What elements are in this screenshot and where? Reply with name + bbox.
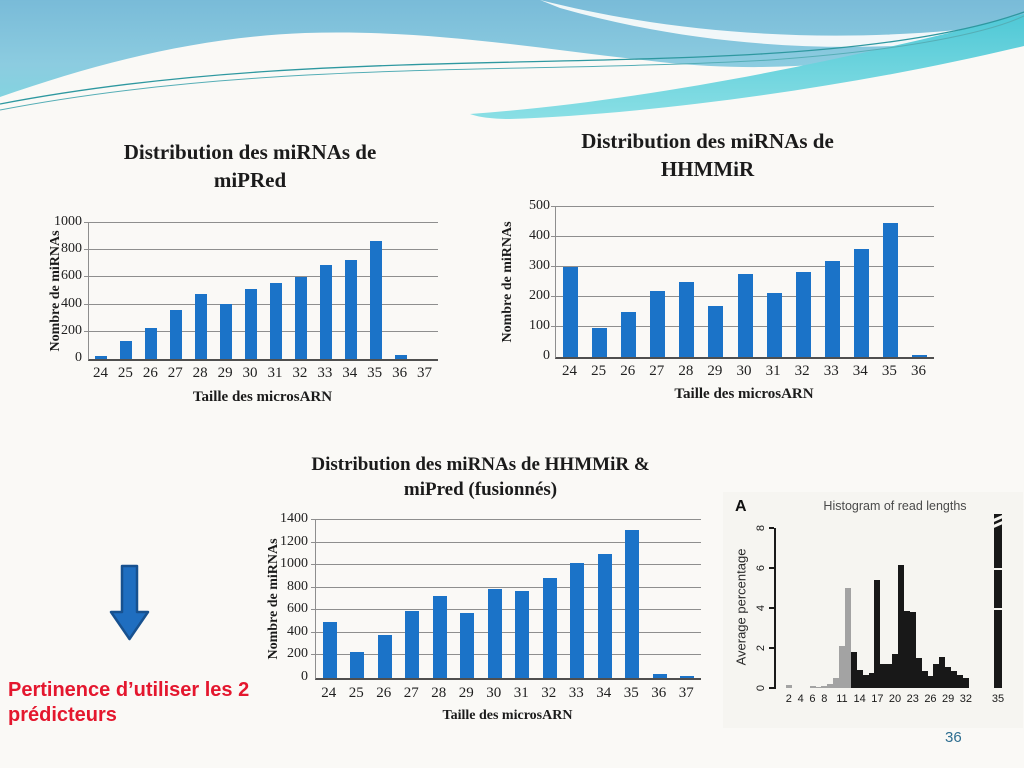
x-tick-label: 30 xyxy=(486,685,502,701)
y-tick-label: 600 xyxy=(61,268,82,284)
y-tick-label: 400 xyxy=(529,228,550,243)
chart-title-line: Distribution des miRNAs de HHMMiR & xyxy=(311,454,650,475)
y-axis-title: Nombre de miRNAs xyxy=(500,221,515,343)
y-axis-title: Average percentage xyxy=(733,548,749,666)
x-tick-label: 2 xyxy=(785,693,792,705)
y-tick-mark xyxy=(769,687,774,689)
bar-gridline-notch xyxy=(994,608,1002,610)
x-tick-label: 29 xyxy=(458,685,474,701)
x-tick-label: 33 xyxy=(823,363,839,379)
y-tick-mark xyxy=(769,647,774,649)
x-tick-label: 33 xyxy=(568,685,584,701)
bar-gridline-notch xyxy=(994,568,1002,570)
y-tick-label: 8 xyxy=(755,524,767,532)
y-axis-tick-labels xyxy=(40,214,82,365)
x-tick-label: 25 xyxy=(591,363,607,379)
bar xyxy=(220,304,232,359)
gridline xyxy=(84,331,438,332)
bar xyxy=(395,355,407,359)
y-tick-label: 1000 xyxy=(54,214,82,229)
y-tick-mark xyxy=(769,527,774,529)
y-tick-label: 600 xyxy=(287,601,308,617)
gridline xyxy=(551,206,934,207)
x-tick-label: 26 xyxy=(620,363,636,379)
x-tick-label: 28 xyxy=(431,685,447,701)
x-tick-label: 17 xyxy=(871,693,884,705)
x-tick-label: 24 xyxy=(92,365,108,381)
bar xyxy=(145,328,157,359)
chart-mipred xyxy=(40,135,460,413)
bar xyxy=(245,289,257,359)
gridline xyxy=(551,236,934,237)
y-tick-label: 1000 xyxy=(280,556,308,572)
bar xyxy=(270,283,282,359)
x-tick-label: 30 xyxy=(242,365,258,381)
chart-title xyxy=(258,452,703,502)
y-tick-label: 400 xyxy=(287,623,308,639)
bar xyxy=(95,356,107,359)
gridline xyxy=(84,276,438,277)
down-arrow-icon xyxy=(105,560,155,645)
bar xyxy=(323,622,337,678)
x-tick-label: 36 xyxy=(651,685,667,701)
x-tick-label: 11 xyxy=(836,693,848,705)
x-tick-label: 4 xyxy=(797,693,804,705)
chart-title-line: Distribution des miRNAs de xyxy=(123,140,377,164)
bar xyxy=(650,291,665,357)
bar xyxy=(625,530,639,678)
chart-title xyxy=(40,138,460,194)
x-tick-label: 35 xyxy=(991,693,1005,705)
y-tick-label: 6 xyxy=(755,564,767,572)
bar xyxy=(195,294,207,359)
x-tick-label: 33 xyxy=(317,365,333,381)
x-axis-title: Taille des microsARN xyxy=(192,389,333,405)
plot-area xyxy=(555,207,934,359)
gridline xyxy=(551,266,934,267)
gridline xyxy=(311,519,701,520)
bar xyxy=(345,260,357,359)
histogram-outlier-bar xyxy=(994,514,1002,688)
plot-area xyxy=(88,223,438,361)
bar xyxy=(563,267,578,357)
bar xyxy=(405,611,419,678)
conclusion-text xyxy=(8,678,288,728)
x-tick-label: 35 xyxy=(881,363,897,379)
bar xyxy=(488,589,502,678)
x-tick-label: 37 xyxy=(678,685,694,701)
conclusion-line: Pertinence d’utiliser les 2 xyxy=(8,679,250,701)
x-tick-label: 6 xyxy=(809,693,816,705)
conclusion-line: prédicteurs xyxy=(8,704,117,726)
x-tick-label: 24 xyxy=(321,685,337,701)
y-tick-label: 200 xyxy=(287,646,308,662)
y-tick-label: 1400 xyxy=(280,511,308,526)
x-tick-label: 29 xyxy=(217,365,233,381)
bar xyxy=(912,355,927,357)
figure-title: Histogram of read lengths xyxy=(823,499,967,513)
bar xyxy=(370,241,382,359)
page-number: 36 xyxy=(945,729,962,746)
y-axis-title: Nombre de miRNAs xyxy=(48,230,63,352)
bar xyxy=(460,613,474,678)
x-tick-label: 26 xyxy=(924,693,937,705)
y-tick-label: 400 xyxy=(61,295,82,311)
chart-hhmmir xyxy=(480,125,935,410)
bar xyxy=(708,306,723,357)
bar xyxy=(570,563,584,678)
bar xyxy=(680,676,694,678)
y-axis-line xyxy=(774,528,776,689)
x-tick-label: 37 xyxy=(417,365,433,381)
x-tick-label: 34 xyxy=(342,365,358,381)
bar xyxy=(350,652,364,678)
gridline xyxy=(311,654,701,655)
y-tick-mark xyxy=(769,567,774,569)
read-lengths-figure xyxy=(723,492,1023,728)
bar xyxy=(854,249,869,357)
histogram-bar xyxy=(786,685,792,688)
x-tick-label: 27 xyxy=(403,685,419,701)
x-tick-label: 30 xyxy=(736,363,752,379)
x-tick-label: 32 xyxy=(292,365,308,381)
chart-title-line: miPRed xyxy=(213,168,287,192)
bar xyxy=(621,312,636,357)
gridline xyxy=(311,632,701,633)
bar xyxy=(543,578,557,678)
y-tick-label: 500 xyxy=(529,198,550,213)
y-tick-label: 200 xyxy=(61,322,82,338)
gridline xyxy=(311,609,701,610)
x-tick-label: 31 xyxy=(513,685,529,701)
x-tick-label: 28 xyxy=(192,365,208,381)
y-tick-label: 0 xyxy=(301,669,308,684)
x-tick-label: 36 xyxy=(910,363,926,379)
x-tick-label: 35 xyxy=(623,685,639,701)
y-tick-label: 4 xyxy=(755,604,767,612)
plot-area xyxy=(315,520,701,680)
down-arrow-shape xyxy=(111,566,148,639)
y-axis-title: Nombre de miRNAs xyxy=(266,538,281,660)
chart-title-line: miPred (fusionnés) xyxy=(403,479,558,500)
gridline xyxy=(84,304,438,305)
chart-title xyxy=(480,127,935,183)
bar xyxy=(433,596,447,678)
y-tick-label: 1200 xyxy=(280,533,308,549)
header-wave-decoration xyxy=(0,0,1024,120)
x-tick-label: 26 xyxy=(142,365,158,381)
y-tick-label: 0 xyxy=(75,350,82,365)
y-axis-tick-labels xyxy=(263,511,308,684)
chart-title-line: Distribution des miRNAs de xyxy=(581,129,834,153)
x-tick-label: 34 xyxy=(852,363,868,379)
chart-title-line: HHMMiR xyxy=(660,157,755,181)
bar xyxy=(598,554,612,678)
gridline xyxy=(311,564,701,565)
x-tick-label: 31 xyxy=(267,365,283,381)
x-tick-label: 35 xyxy=(367,365,383,381)
bar xyxy=(170,310,182,359)
bar xyxy=(767,293,782,358)
bar xyxy=(295,277,307,359)
y-axis-tick-labels xyxy=(510,198,550,363)
bar xyxy=(515,591,529,678)
bar xyxy=(738,274,753,357)
y-tick-label: 2 xyxy=(755,644,767,652)
x-tick-label: 25 xyxy=(348,685,364,701)
x-tick-label: 23 xyxy=(906,693,919,705)
x-tick-label: 36 xyxy=(392,365,408,381)
x-tick-label: 29 xyxy=(942,693,955,705)
y-tick-label: 800 xyxy=(61,241,82,257)
bar xyxy=(825,261,840,357)
gridline xyxy=(311,542,701,543)
panel-label: A xyxy=(735,498,747,515)
x-axis-tick-labels xyxy=(555,363,933,383)
histogram-bar xyxy=(963,678,969,688)
x-tick-label: 32 xyxy=(794,363,810,379)
y-tick-label: 800 xyxy=(287,578,308,594)
bar xyxy=(320,265,332,359)
bar xyxy=(378,635,392,678)
x-tick-label: 8 xyxy=(821,693,828,705)
chart-fusion xyxy=(258,450,703,728)
gridline xyxy=(84,222,438,223)
bar xyxy=(883,223,898,357)
bar xyxy=(796,272,811,357)
bar xyxy=(653,674,667,679)
x-tick-label: 27 xyxy=(649,363,665,379)
x-tick-label: 32 xyxy=(959,693,972,705)
bar xyxy=(120,341,132,359)
y-tick-label: 100 xyxy=(529,318,550,333)
x-tick-label: 20 xyxy=(888,693,902,705)
gridline xyxy=(84,249,438,250)
bar xyxy=(592,328,607,357)
bar xyxy=(679,282,694,357)
y-tick-label: 0 xyxy=(543,348,550,363)
x-tick-label: 14 xyxy=(853,693,866,705)
y-tick-mark xyxy=(769,607,774,609)
x-axis-tick-labels xyxy=(88,365,437,385)
x-tick-label: 24 xyxy=(562,363,578,379)
gridline xyxy=(311,587,701,588)
y-tick-label: 300 xyxy=(529,258,550,273)
x-axis-tick-labels xyxy=(315,685,700,705)
x-tick-label: 29 xyxy=(707,363,723,379)
x-axis-title: Taille des microsARN xyxy=(674,386,814,402)
y-tick-label: 0 xyxy=(755,684,767,692)
x-tick-label: 28 xyxy=(678,363,694,379)
x-tick-label: 25 xyxy=(117,365,133,381)
x-tick-label: 34 xyxy=(596,685,612,701)
x-tick-label: 27 xyxy=(167,365,183,381)
x-tick-label: 26 xyxy=(376,685,392,701)
x-tick-label: 32 xyxy=(541,685,557,701)
y-tick-label: 200 xyxy=(529,288,550,303)
x-axis-title: Taille des microsARN xyxy=(442,708,573,723)
x-tick-label: 31 xyxy=(765,363,781,379)
